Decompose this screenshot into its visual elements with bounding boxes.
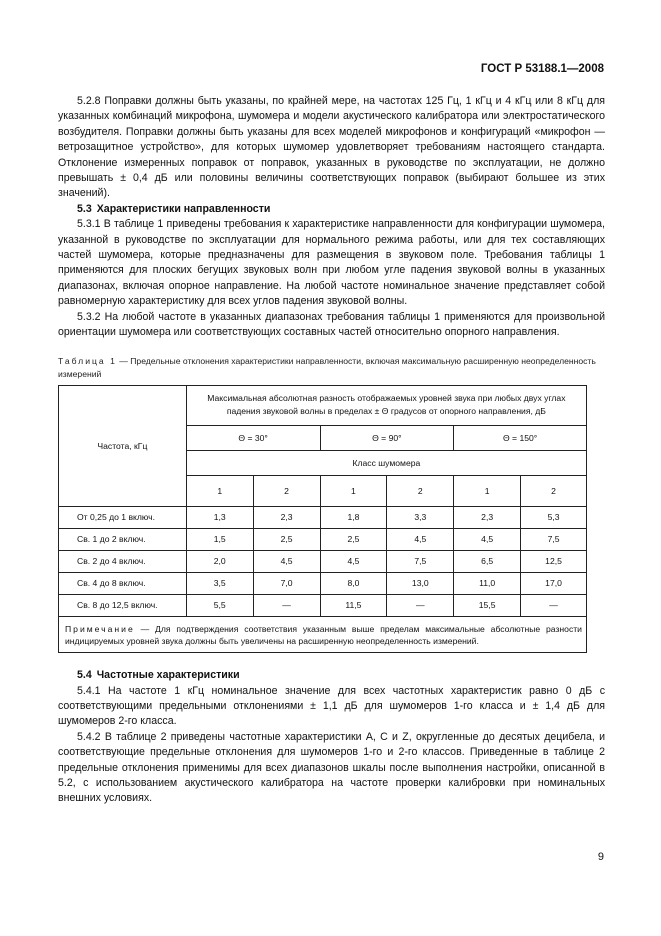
value-cell: 11,0	[454, 572, 521, 594]
value-cell: 4,5	[454, 528, 521, 550]
paragraph-5-3-2: 5.3.2 На любой частоте в указанных диапазонах требования таблицы 1 применяются для произвольной ориентации шумомера или соответствующих составных частей относительно опорного направления.	[58, 310, 605, 339]
value-cell: 12,5	[521, 550, 587, 572]
section-heading-5-3	[58, 202, 605, 217]
value-cell: 6,5	[454, 550, 521, 572]
col-header-frequency: Частота, кГц	[59, 385, 187, 506]
table-row	[59, 506, 587, 528]
col-header-max-difference: Максимальная абсолютная разность отображаемых уровней звука при любых двух углах падения звуковой волны в пределах ± Θ градусов от опорного направления, дБ	[186, 385, 586, 425]
paragraph-5-2-8: 5.2.8 Поправки должны быть указаны, по крайней мере, на частотах 125 Гц, 1 кГц и 4 кГц или 8 кГц для указанных комбинаций микрофона, шумомера и модели акустического калибратора или электростатического возбудителя. Поправки должны быть указаны для всех моделей микрофонов и конфигураций «микрофон — ветрозащитное устройство», для которых шумомер удовлетворяет требованиям настоящего стандарта. Отклонение измеренных поправок от поправок, указанных в руководстве по эксплуатации, не должно превышать ± 0,4 дБ или половины величины соответствующих поправок (выбирают большее из этих значений).	[58, 95, 605, 200]
value-cell: 5,5	[186, 594, 253, 616]
class-number: 2	[521, 475, 587, 506]
value-cell: 13,0	[387, 572, 454, 594]
frequency-cell: От 0,25 до 1 включ.	[59, 506, 187, 528]
value-cell: 5,3	[521, 506, 587, 528]
page-number: 9	[597, 851, 604, 863]
frequency-cell: Св. 8 до 12,5 включ.	[59, 594, 187, 616]
angle-30-header: Θ = 30°	[186, 425, 320, 450]
directivity-table	[58, 385, 587, 654]
value-cell: 2,0	[186, 550, 253, 572]
value-cell: 4,5	[253, 550, 320, 572]
page-body	[58, 94, 605, 807]
table-label: Таблица 1	[58, 355, 117, 366]
value-cell: 2,5	[253, 528, 320, 550]
value-cell: 7,5	[521, 528, 587, 550]
frequency-cell: Св. 1 до 2 включ.	[59, 528, 187, 550]
value-cell: 3,3	[387, 506, 454, 528]
class-number: 1	[454, 475, 521, 506]
table-row	[59, 528, 587, 550]
table-row	[59, 572, 587, 594]
note-label: Примечание	[65, 623, 135, 634]
class-number: 2	[253, 475, 320, 506]
section-heading-5-4	[58, 668, 605, 683]
section-title: Характеристики направленности	[96, 202, 271, 215]
value-cell: 17,0	[521, 572, 587, 594]
value-cell: 8,0	[320, 572, 387, 594]
value-cell: 3,5	[186, 572, 253, 594]
class-header: Класс шумомера	[186, 450, 586, 475]
paragraph-5-4-2: 5.4.2 В таблице 2 приведены частотные характеристики A, C и Z, округленные до десятых децибела, и соответствующие предельные отклонения для шумомеров 1-го и 2-го классов. Приведенные в таблице 2 предельные отклонения применимы для всех диапазонов шкалы после выполнения настройки, описанной в 5.2, с использованием акустического калибратора на частоте проверки калибровки при номинальных внешних условиях.	[58, 730, 605, 805]
table-header-row	[59, 385, 587, 425]
class-number: 2	[387, 475, 454, 506]
frequency-cell: Св. 2 до 4 включ.	[59, 550, 187, 572]
value-cell: 1,5	[186, 528, 253, 550]
frequency-cell: Св. 4 до 8 включ.	[59, 572, 187, 594]
value-cell: 2,5	[320, 528, 387, 550]
value-cell: 2,3	[253, 506, 320, 528]
table-note-row	[59, 616, 587, 653]
value-cell: 7,5	[387, 550, 454, 572]
paragraph-5-3-1: 5.3.1 В таблице 1 приведены требования к характеристике направленности для конфигурации шумомера, указанной в руководстве по эксплуатации для нормального режима работы, или для тех составляющих частей шумомера, которые предназначены для размещения в звуковом поле. Требования таблицы 1 применяются для плоских бегущих звуковых волн при любом угле падения звуковой волны в указанных диапазонах, включая опорное направление. На любой частоте номинальное значение представляет собой равномерную характеристику для всех углов падения звуковой волны.	[58, 218, 605, 308]
table-caption	[58, 355, 605, 381]
angle-90-header: Θ = 90°	[320, 425, 454, 450]
value-cell: —	[387, 594, 454, 616]
value-cell: —	[253, 594, 320, 616]
value-cell: 1,3	[186, 506, 253, 528]
value-cell: 4,5	[387, 528, 454, 550]
value-cell: 7,0	[253, 572, 320, 594]
value-cell: 4,5	[320, 550, 387, 572]
class-number: 1	[320, 475, 387, 506]
document-code: ГОСТ Р 53188.1—2008	[480, 63, 604, 75]
value-cell: 15,5	[454, 594, 521, 616]
value-cell: 2,3	[454, 506, 521, 528]
class-number: 1	[186, 475, 253, 506]
table-row	[59, 550, 587, 572]
section-number: 5.3	[77, 202, 92, 215]
section-title: Частотные характеристики	[96, 669, 240, 682]
value-cell: 1,8	[320, 506, 387, 528]
paragraph-5-4-1: 5.4.1 На частоте 1 кГц номинальное значение для всех частотных характеристик равно 0 дБ с соответствующими предельными отклонениями ± 1,1 дБ для шумомеров 1-го класса и ± 1,4 дБ для шумомеров 2-го класса.	[58, 684, 605, 728]
section-number: 5.4	[77, 669, 92, 682]
note-text: — Для подтверждения соответствия указанным выше пределам максимальные абсолютные разности индицируемых уровней звука должны быть увеличены на расширенную неопределенность измерений.	[65, 623, 582, 646]
table-caption-text: — Предельные отклонения характеристики направленности, включая максимальную расширенную неопределенность измерений	[58, 355, 596, 379]
angle-150-header: Θ = 150°	[454, 425, 587, 450]
table-row	[59, 594, 587, 616]
value-cell: —	[521, 594, 587, 616]
table-note	[59, 616, 587, 653]
value-cell: 11,5	[320, 594, 387, 616]
